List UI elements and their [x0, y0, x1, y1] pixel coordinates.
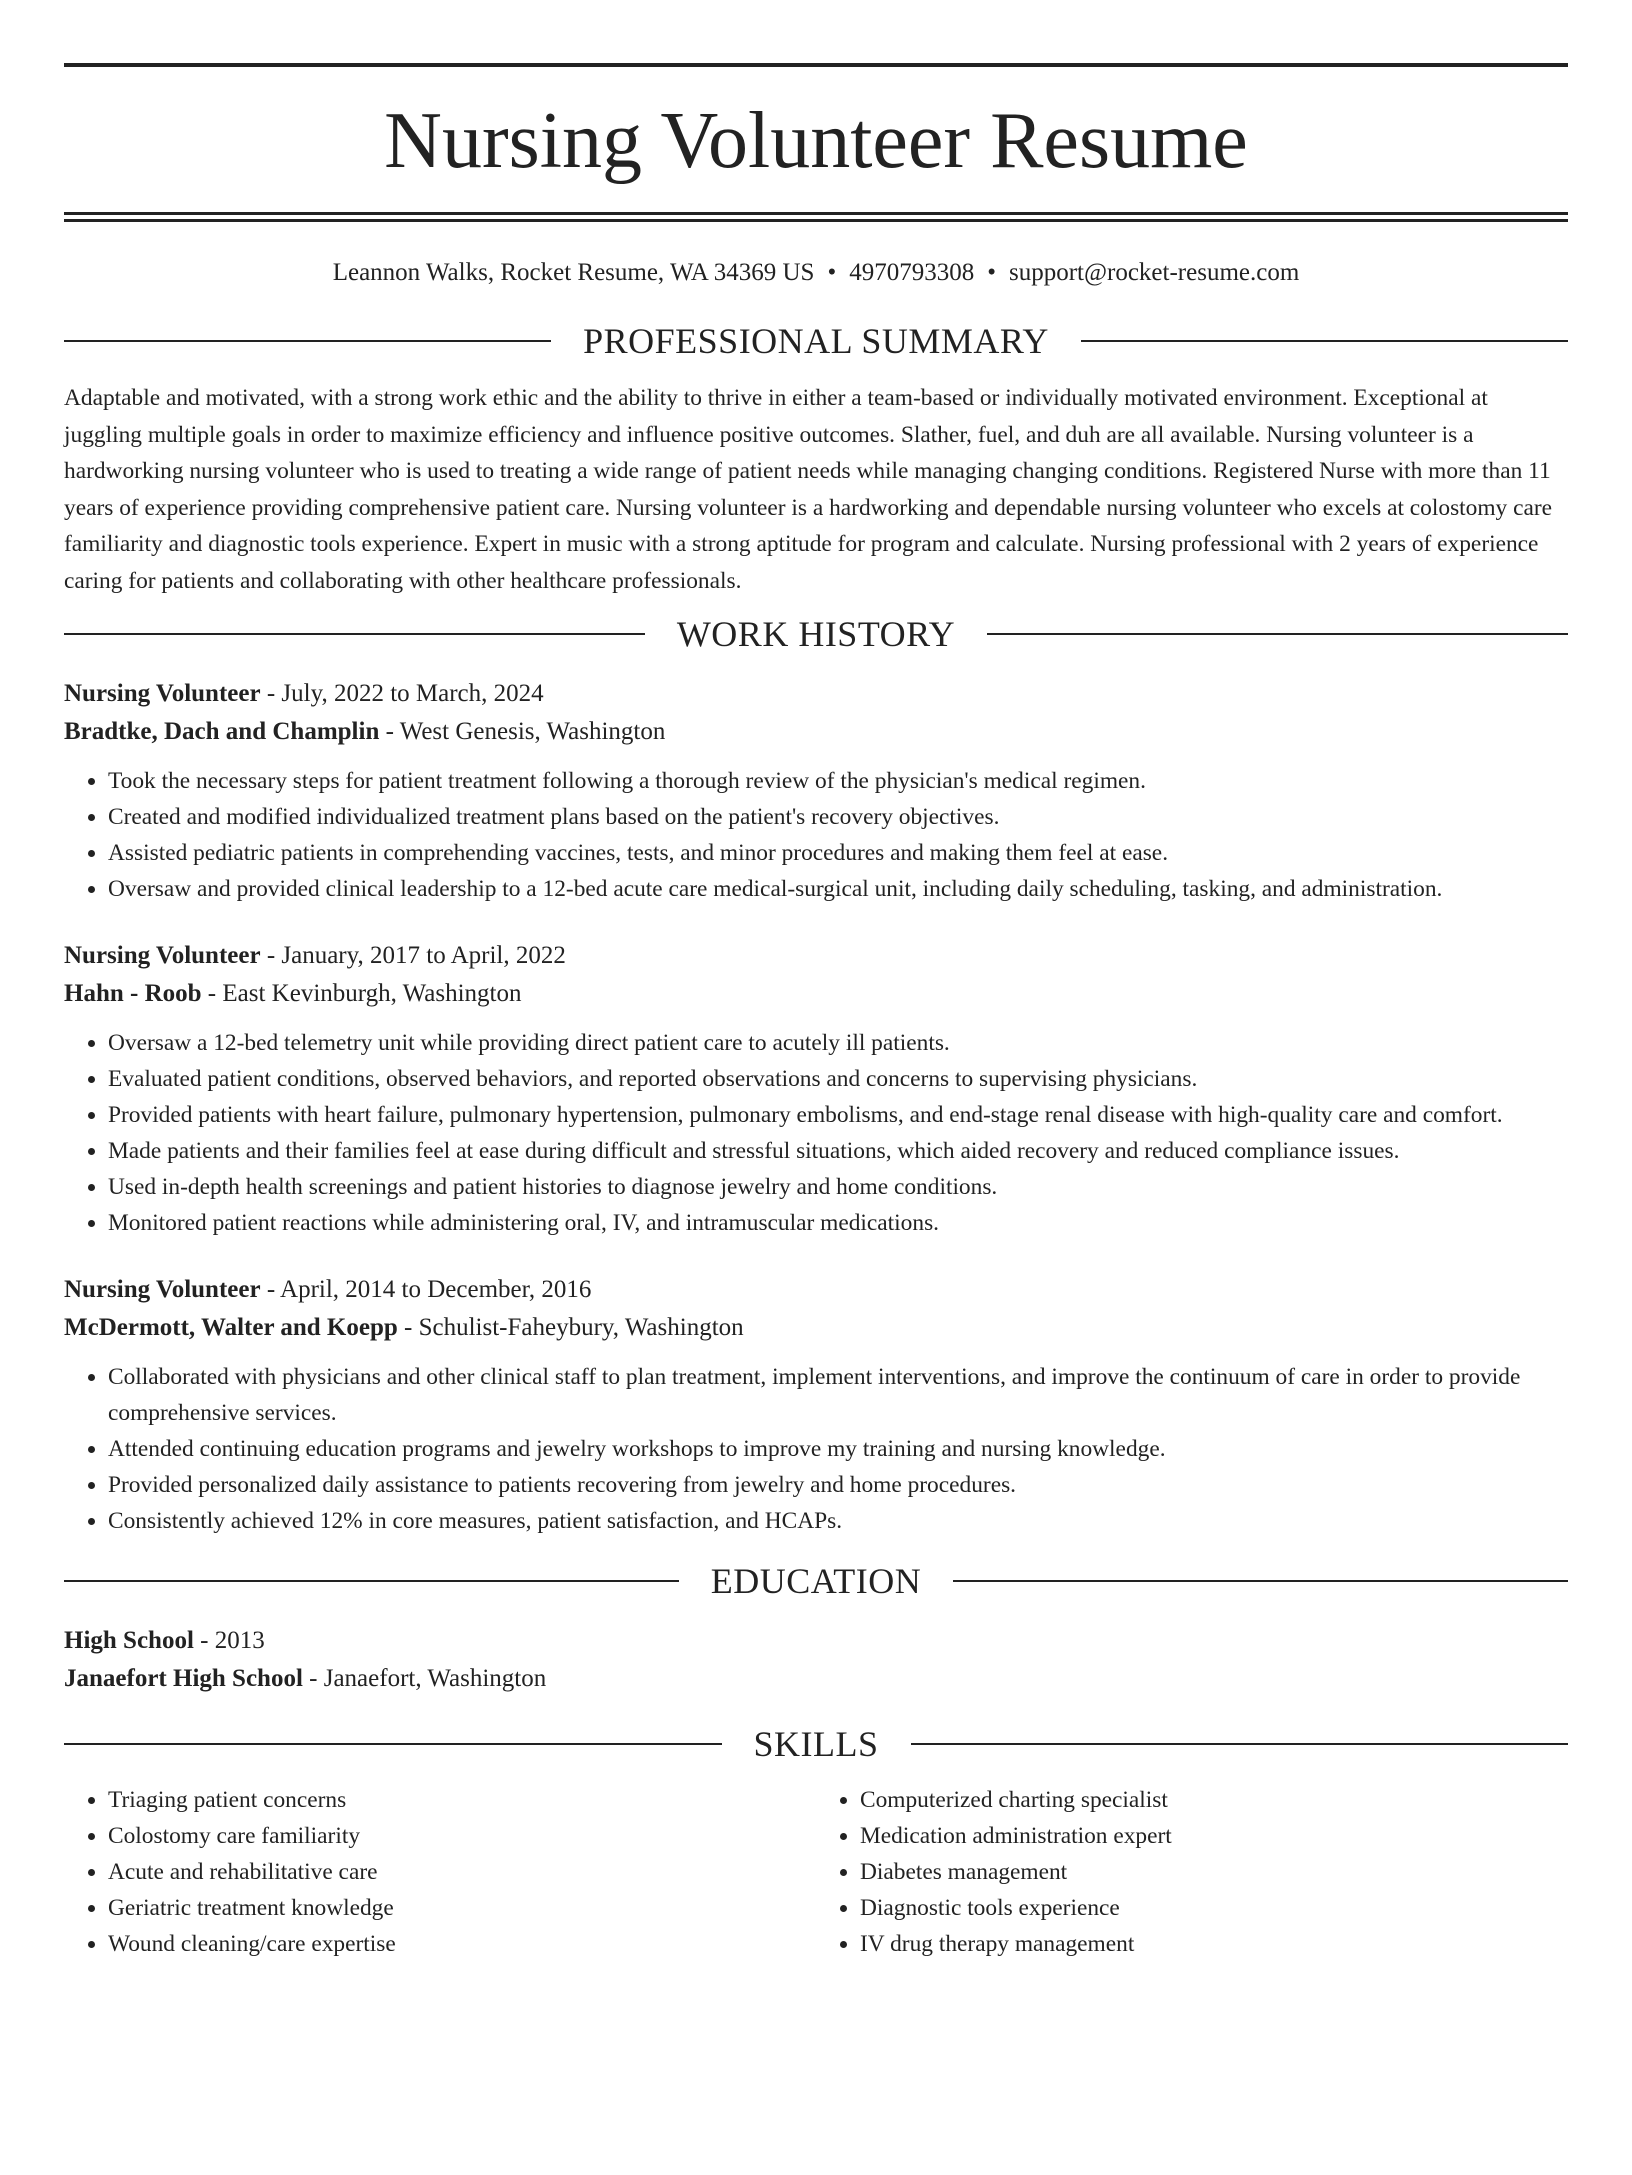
- heading-rule-left: [64, 1580, 679, 1582]
- job-bullet: • Created and modified individualized treatment plans based on the patient's recovery objectives.: [108, 799, 1568, 835]
- summary-section-heading: [64, 321, 1568, 361]
- heading-rule-right: [911, 1743, 1569, 1745]
- skills-list: [64, 1782, 1568, 1962]
- summary-text: Adaptable and motivated, with a strong work ethic and the ability to thrive in either a team-based or individually motivated environment. Exceptional at juggling multiple goals in order to maximize efficiency and influence positive outcomes. Slather, fuel, and duh are all available. Nursing volunteer is a hardworking nursing volunteer who is used to treating a wide range of patient needs while managing changing conditions. Registered Nurse with more than 11 years of experience providing comprehensive patient care. Nursing volunteer is a hardworking and dependable nursing volunteer who excels at colostomy care familiarity and diagnostic tools experience. Expert in music with a strong aptitude for program and calculate. Nursing professional with 2 years of experience caring for patients and collaborating with other healthcare professionals.: [64, 385, 1553, 594]
- job-title: Nursing Volunteer: [64, 679, 261, 707]
- title-double-rule: [64, 212, 1568, 222]
- job-bullets: [64, 1025, 1568, 1241]
- job-company-line: [64, 1309, 1568, 1347]
- education-degree-line: [64, 1622, 1568, 1660]
- education-school: Janaefort High School: [64, 1664, 303, 1692]
- job-dates: - July, 2022 to March, 2024: [260, 679, 544, 707]
- summary-heading-label: PROFESSIONAL SUMMARY: [583, 321, 1049, 361]
- job-bullet: • Evaluated patient conditions, observed behaviors, and reported observations and concerns to supervising physicians.: [108, 1061, 1568, 1097]
- skills-heading-label: SKILLS: [753, 1723, 879, 1764]
- job-bullets: [64, 1359, 1568, 1539]
- job-bullet: • Collaborated with physicians and other clinical staff to plan treatment, implement interventions, and improve the continuum of care in order to provide comprehensive services.: [108, 1359, 1568, 1431]
- job-company: Bradtke, Dach and Champlin: [64, 717, 380, 745]
- job-bullet: • Provided personalized daily assistance to patients recovering from jewelry and home procedures.: [108, 1467, 1568, 1503]
- education-section-heading: [64, 1561, 1568, 1601]
- skill-item: • Colostomy care familiarity: [108, 1818, 816, 1854]
- heading-rule-right: [987, 633, 1568, 635]
- education-degree: High School: [64, 1626, 194, 1654]
- skill-item: • Diagnostic tools experience: [860, 1890, 1568, 1926]
- job-company: Hahn - Roob: [64, 979, 202, 1007]
- education-location: - Janaefort, Washington: [302, 1664, 547, 1692]
- skill-item: • Computerized charting specialist: [860, 1782, 1568, 1818]
- job-company-line: [64, 713, 1568, 751]
- job-bullet: • Took the necessary steps for patient treatment following a thorough review of the physician's medical regimen.: [108, 763, 1568, 799]
- heading-rule-right: [953, 1580, 1568, 1582]
- job-entry: [64, 937, 1568, 1241]
- education-heading-label: EDUCATION: [710, 1560, 922, 1601]
- resume-title: Nursing Volunteer Resume: [384, 97, 1248, 185]
- skill-item: • Medication administration expert: [860, 1818, 1568, 1854]
- skills-section-heading: [64, 1724, 1568, 1764]
- skill-item: • Diabetes management: [860, 1854, 1568, 1890]
- job-bullet: • Attended continuing education programs and jewelry workshops to improve my training and nursing knowledge.: [108, 1431, 1568, 1467]
- heading-rule-right: [1081, 340, 1568, 342]
- work-section-heading: [64, 614, 1568, 654]
- job-dates: - April, 2014 to December, 2016: [260, 1275, 592, 1303]
- job-location: - Schulist-Faheybury, Washington: [397, 1313, 744, 1341]
- job-bullet: • Assisted pediatric patients in comprehending vaccines, tests, and minor procedures and making them feel at ease.: [108, 835, 1568, 871]
- resume-page: [0, 63, 1632, 2175]
- job-bullet: • Oversaw a 12-bed telemetry unit while providing direct patient care to acutely ill patients.: [108, 1025, 1568, 1061]
- job-dates: - January, 2017 to April, 2022: [260, 941, 566, 969]
- job-entry: [64, 1271, 1568, 1539]
- job-location: - East Kevinburgh, Washington: [201, 979, 522, 1007]
- contact-line: [64, 257, 1568, 289]
- job-title-line: [64, 675, 1568, 713]
- contact-address: Leannon Walks, Rocket Resume, WA 34369 US: [332, 259, 815, 286]
- job-bullet: • Provided patients with heart failure, pulmonary hypertension, pulmonary embolisms, and end-stage renal disease with high-quality care and comfort.: [108, 1097, 1568, 1133]
- education-entry: [64, 1622, 1568, 1698]
- job-bullet: • Monitored patient reactions while administering oral, IV, and intramuscular medications.: [108, 1205, 1568, 1241]
- skills-column-right: [816, 1782, 1568, 1962]
- work-heading-label: WORK HISTORY: [676, 613, 956, 654]
- job-company: McDermott, Walter and Koepp: [64, 1313, 398, 1341]
- heading-rule-left: [64, 633, 645, 635]
- job-title: Nursing Volunteer: [64, 1275, 261, 1303]
- job-entry: [64, 675, 1568, 907]
- contact-phone: 4970793308: [849, 259, 975, 286]
- job-bullet: • Made patients and their families feel at ease during difficult and stressful situations, which aided recovery and reduced compliance issues.: [108, 1133, 1568, 1169]
- education-year: - 2013: [193, 1626, 265, 1654]
- job-location: - West Genesis, Washington: [379, 717, 666, 745]
- skill-item: • IV drug therapy management: [860, 1926, 1568, 1962]
- job-bullet: • Consistently achieved 12% in core measures, patient satisfaction, and HCAPs.: [108, 1503, 1568, 1539]
- job-title-line: [64, 937, 1568, 975]
- skills-column-left: [64, 1782, 816, 1962]
- contact-separator: •: [827, 259, 837, 286]
- skill-item: • Geriatric treatment knowledge: [108, 1890, 816, 1926]
- job-bullet: • Used in-depth health screenings and patient histories to diagnose jewelry and home conditions.: [108, 1169, 1568, 1205]
- job-bullets: [64, 763, 1568, 907]
- skill-item: • Wound cleaning/care expertise: [108, 1926, 816, 1962]
- job-company-line: [64, 975, 1568, 1013]
- top-rule: [64, 63, 1568, 67]
- job-bullet: • Oversaw and provided clinical leadership to a 12-bed acute care medical-surgical unit, including daily scheduling, tasking, and administration.: [108, 871, 1568, 907]
- heading-rule-left: [64, 1743, 722, 1745]
- skill-item: • Triaging patient concerns: [108, 1782, 816, 1818]
- education-school-line: [64, 1660, 1568, 1698]
- skill-item: • Acute and rehabilitative care: [108, 1854, 816, 1890]
- contact-email: support@rocket-resume.com: [1008, 259, 1300, 286]
- contact-separator: •: [987, 259, 996, 286]
- job-title: Nursing Volunteer: [64, 941, 261, 969]
- job-title-line: [64, 1271, 1568, 1309]
- heading-rule-left: [64, 340, 551, 342]
